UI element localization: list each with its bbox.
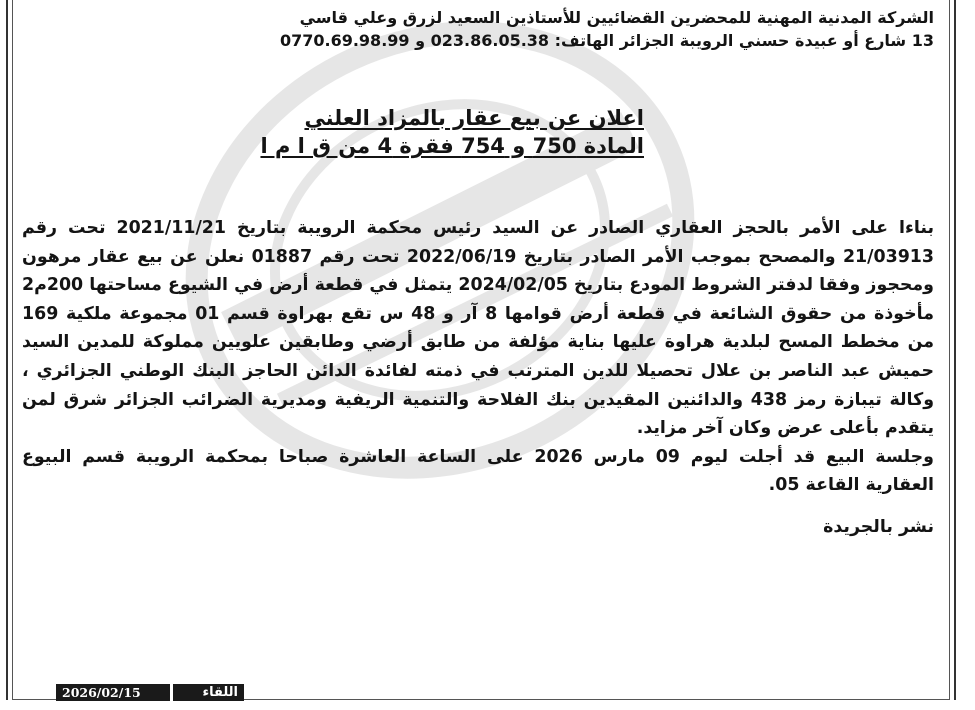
notice-title-block: [22, 104, 934, 160]
notice-legal-article: المادة 750 و 754 فقرة 4 من ق ا م ا: [260, 134, 644, 158]
notice-body-paragraph: بناءا على الأمر بالحجز العقاري الصادر عن السيد رئيس محكمة الرويبة بتاريخ 2021/11/21 تحت رقم 21/03913 والمصحح بموجب الأمر الصادر بتاريخ 2022/06/19 تحت رقم 01887 نعلن عن بيع عقار مرهون ومحجوز وفقا لدفتر الشروط المودع بتاريخ 2024/02/05 يتمثل في قطعة أرض في الشيوع مساحتها 200م2 مأخوذة من حقوق الشائعة في قطعة أرض قوامها 8 آر و 48 س تقع بهراوة قسم 01 مجموعة ملكية 169 من مخطط المسح لبلدية هراوة عليها بناية مؤلفة من طابق أرضي وطابقين علويين مملوكة للمدين السيد حميش عبد الناصر بن علال تحصيلا للدين المترتب في ذمته لفائدة الدائن الحاجز البنك الوطني الجزائري ، وكالة تيبازة رمز 438 والدائنين المقيدين بنك الفلاحة والتنمية الريفية ومديرية الضرائب الجزائر شرق لمن يتقدم بأعلى عرض وكان آخر مزايد.: [22, 218, 935, 439]
company-name: الشركة المدنية المهنية للمحضرين القضائيين للأستاذين السعيد لزرق وعلي قاسي: [299, 8, 934, 27]
published-in-newspaper: نشر بالجريدة: [823, 516, 934, 537]
newspaper-name: اللقاء: [202, 685, 238, 700]
footer-separator: [170, 684, 173, 701]
newspaper-footer-bar: [56, 684, 244, 701]
company-address: 13 شارع أو عبيدة حسني الرويبة الجزائر الهاتف: 023.86.05.38 و 0770.69.98.99: [279, 31, 934, 50]
notice-content: [22, 6, 934, 540]
publication-date: 2026/02/15: [62, 685, 141, 700]
sale-session-paragraph: وجلسة البيع قد أجلت ليوم 09 مارس 2026 على الساعة العاشرة صباحا بمحكمة الرويبة قسم البيوع العقارية القاعة 05.: [22, 446, 934, 496]
notice-title: اعلان عن بيع عقار بالمزاد العلني: [304, 106, 644, 130]
